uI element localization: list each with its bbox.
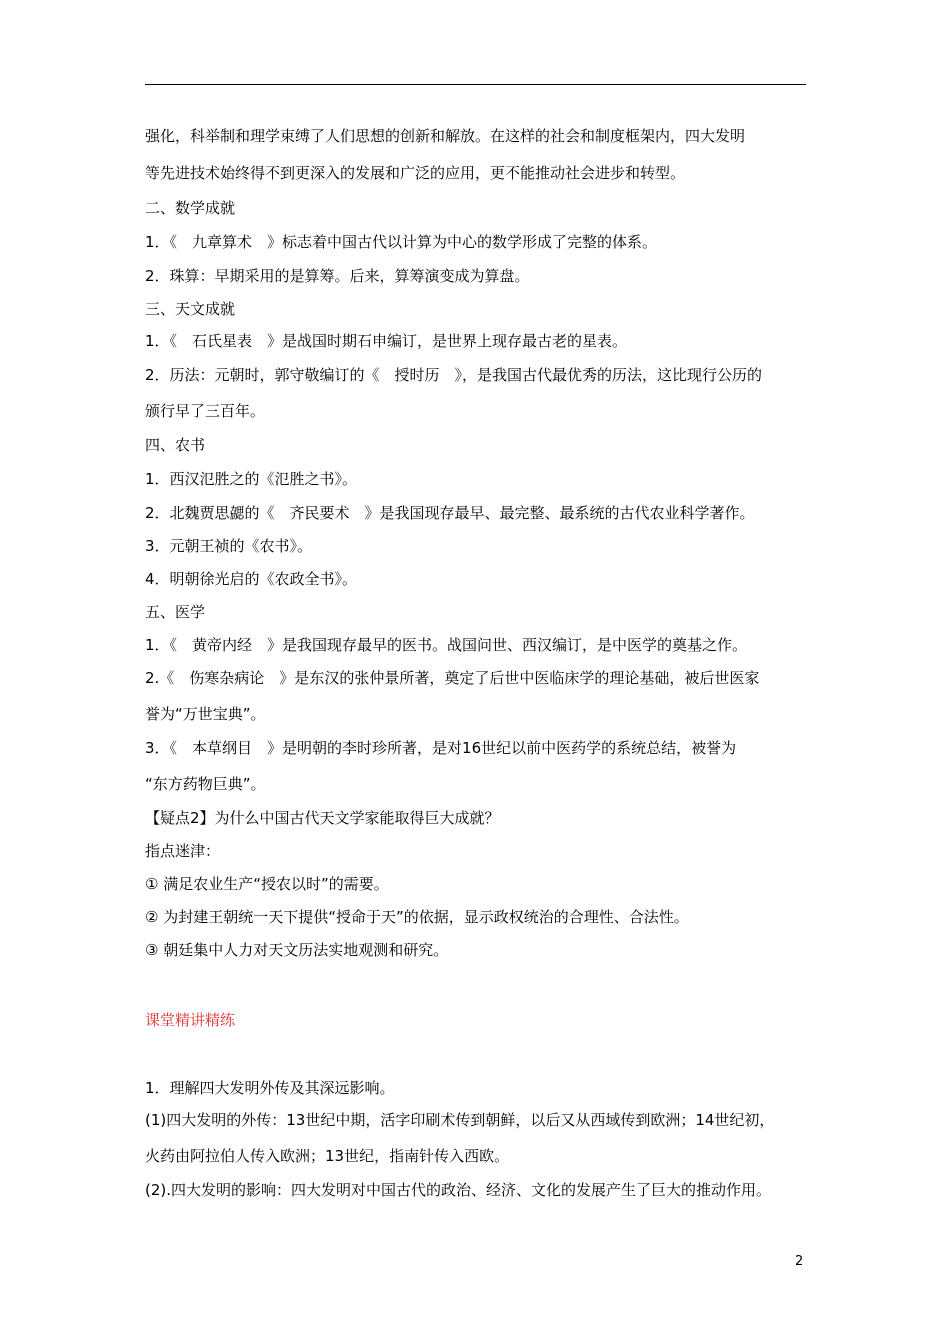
list-item: ③ 朝廷集中人力对天文历法实地观测和研究。 — [145, 941, 449, 959]
question-heading: 【疑点2】为什么中国古代天文学家能取得巨大成就？ — [145, 809, 500, 827]
list-item: 3．元朝王祯的《农书》。 — [145, 537, 313, 555]
paragraph-line: (2).四大发明的影响：四大发明对中国古代的政治、经济、文化的发展产生了巨大的推动作用。 — [145, 1181, 772, 1199]
list-item: 1．西汉氾胜之的《氾胜之书》。 — [145, 470, 358, 488]
paragraph-line: 等先进技术始终得不到更深入的发展和广泛的应用，更不能推动社会进步和转型。 — [145, 164, 686, 182]
list-item: 4．明朝徐光启的《农政全书》。 — [145, 570, 358, 588]
page-number: 2 — [795, 1254, 804, 1269]
section-heading-astronomy: 三、天文成就 — [145, 300, 236, 318]
list-item: 1．《 石氏星表 》是战国时期石申编订，是世界上现存最古老的星表。 — [145, 332, 628, 350]
list-item: 3．《 本草纲目 》是明朝的李时珍所著，是对16世纪以前中医药学的系统总结，被誉为 — [145, 739, 737, 757]
section-title-red: 课堂精讲精练 — [145, 1011, 236, 1029]
section-heading-agriculture: 四、农书 — [145, 436, 206, 454]
hint-label: 指点迷津： — [145, 842, 221, 860]
list-item: 1．理解四大发明外传及其深远影响。 — [145, 1079, 395, 1097]
paragraph-line: (1)四大发明的外传：13世纪中期，活字印刷术传到朝鲜，以后又从西域传到欧洲；14世纪初， — [145, 1111, 775, 1129]
list-item: 2．珠算：早期采用的是算筹。后来，算筹演变成为算盘。 — [145, 267, 530, 285]
header-rule — [145, 84, 806, 85]
paragraph-line: 火药由阿拉伯人传入欧洲；13世纪，指南针传入西欧。 — [145, 1147, 510, 1165]
list-item: 1．《 九章算术 》标志着中国古代以计算为中心的数学形成了完整的体系。 — [145, 233, 658, 251]
list-item-continuation: 誉为“万世宝典”。 — [145, 705, 266, 723]
list-item: ② 为封建王朝统一天下提供“授命于天”的依据，显示政权统治的合理性、合法性。 — [145, 908, 689, 926]
list-item-continuation: 颁行早了三百年。 — [145, 402, 266, 420]
section-heading-math: 二、数学成就 — [145, 199, 236, 217]
list-item: 1．《 黄帝内经 》是我国现存最早的医书。战国问世、西汉编订，是中医学的奠基之作。 — [145, 636, 748, 654]
list-item-continuation: “东方药物巨典”。 — [145, 775, 266, 793]
list-item: 2．北魏贾思勰的《 齐民要术 》是我国现存最早、最完整、最系统的古代农业科学著作。 — [145, 504, 755, 522]
list-item: 2．历法：元朝时，郭守敬编订的《 授时历 》，是我国古代最优秀的历法，这比现行公历的 — [145, 366, 763, 384]
list-item: ① 满足农业生产“授农以时”的需要。 — [145, 875, 389, 893]
paragraph-line: 强化，科举制和理学束缚了人们思想的创新和解放。在这样的社会和制度框架内，四大发明 — [145, 127, 746, 145]
list-item: 2.《 伤寒杂病论 》是东汉的张仲景所著，奠定了后世中医临床学的理论基础，被后世医家 — [145, 669, 760, 687]
section-heading-medicine: 五、医学 — [145, 603, 206, 621]
